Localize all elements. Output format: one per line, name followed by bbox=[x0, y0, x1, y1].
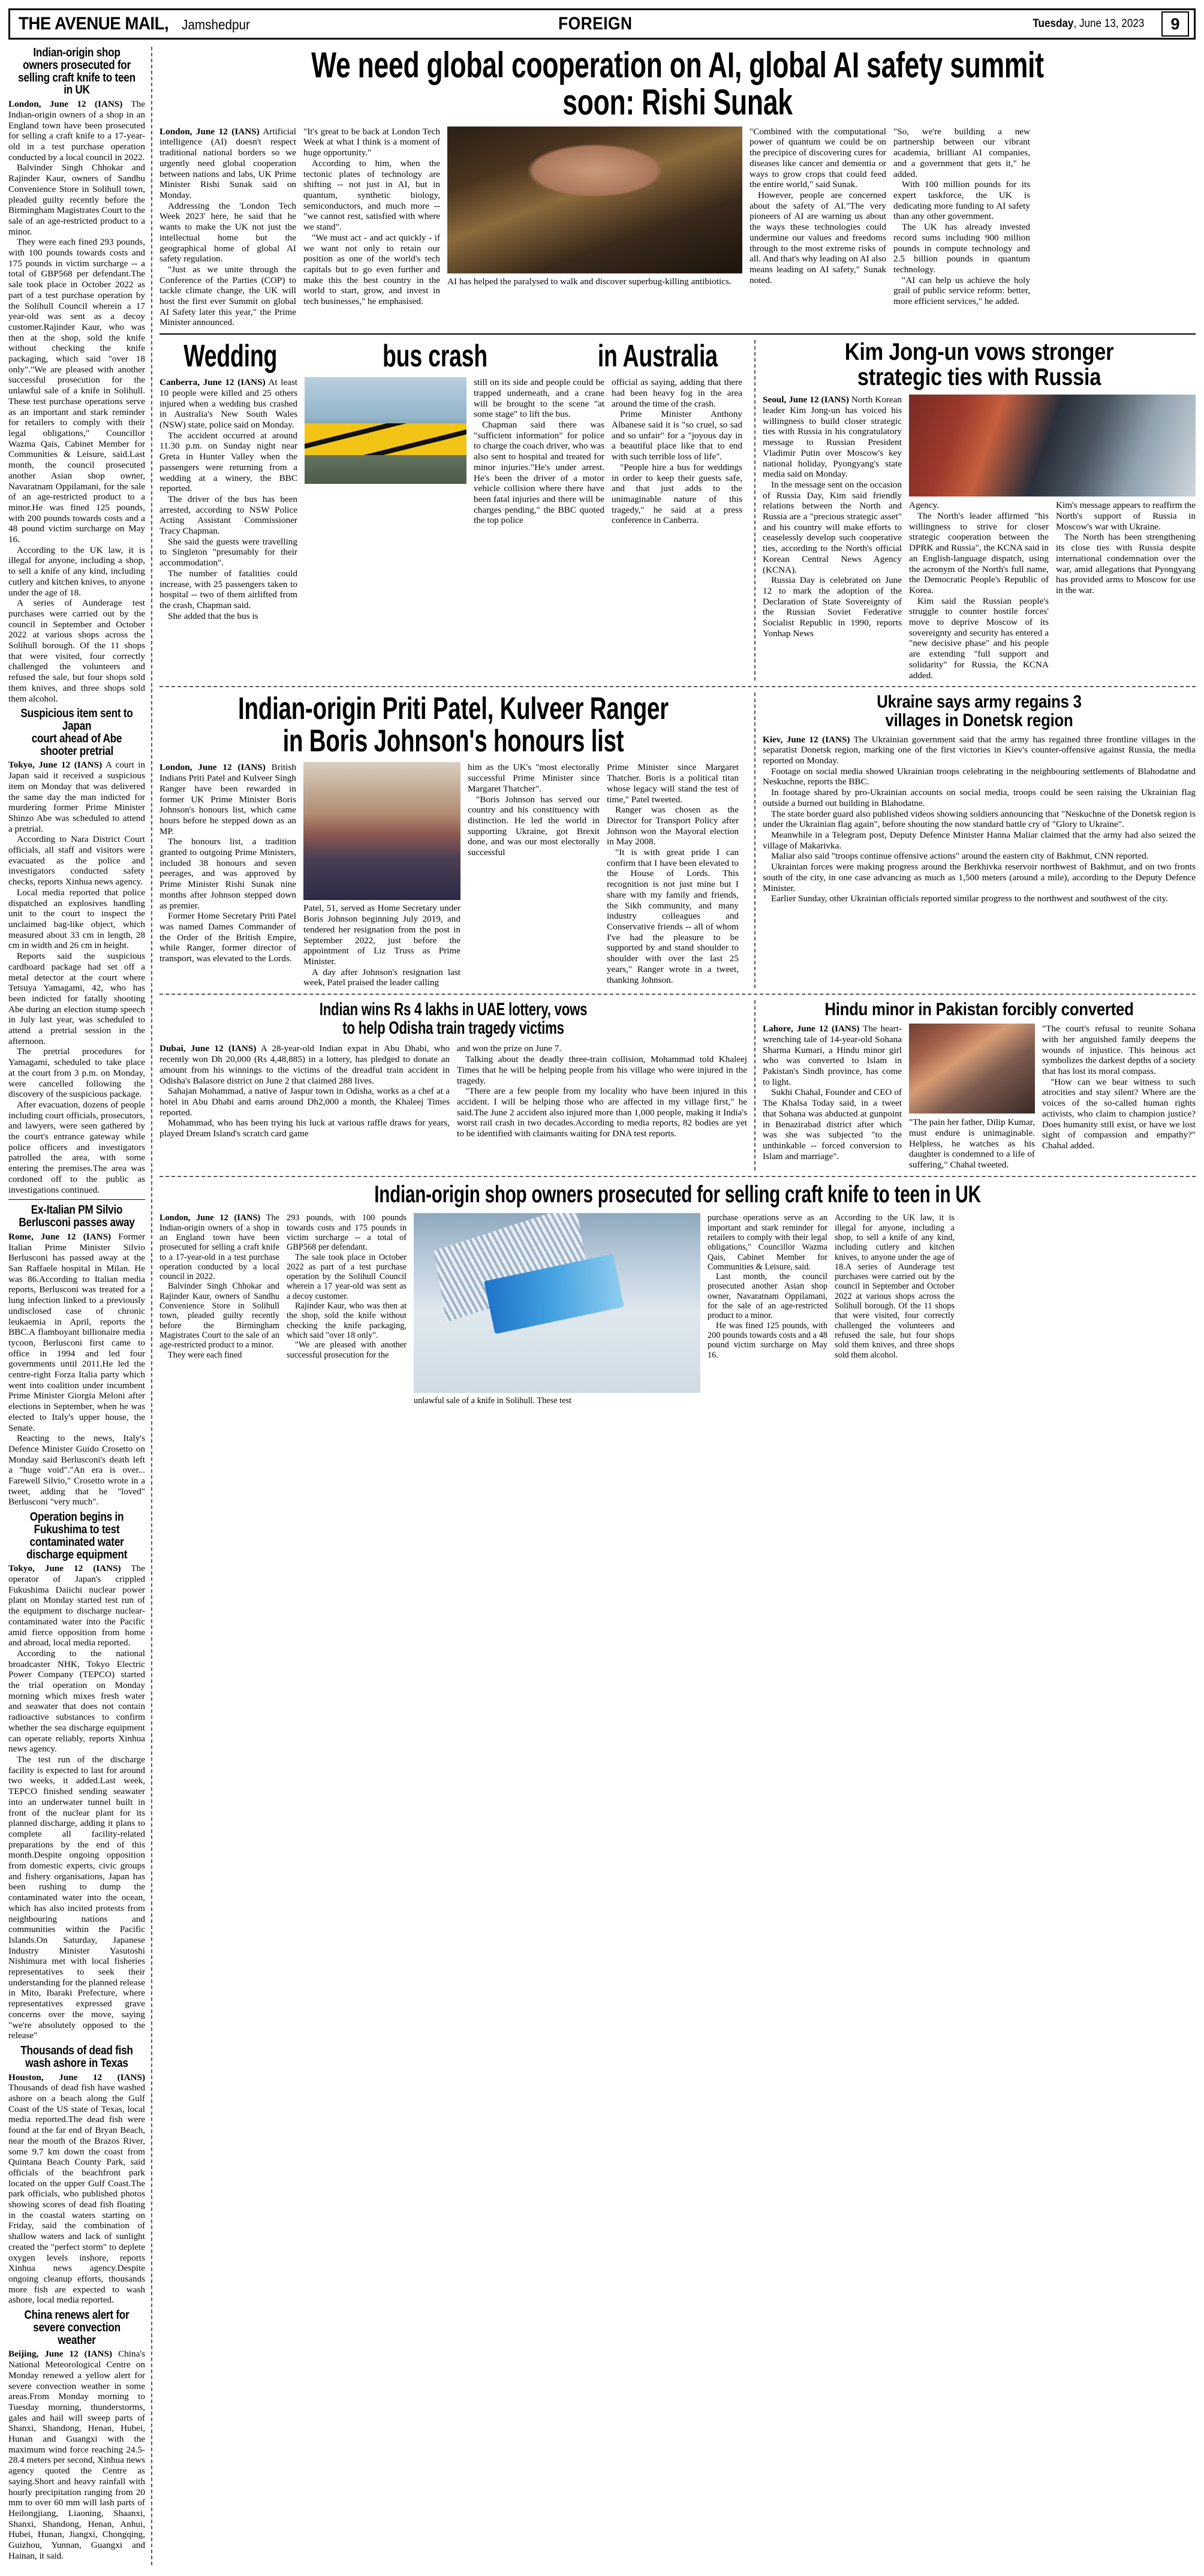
issue-date bbox=[1033, 17, 1145, 31]
masthead-brand bbox=[19, 14, 258, 34]
row-patel-ukraine bbox=[159, 693, 1196, 988]
para: Addressing the 'London Tech Week 2023' here, he said that he wants to make the UK not just the intellectual home but the geographical home of global AI safety regulation. bbox=[159, 200, 296, 264]
article-col-1 bbox=[159, 1043, 450, 1139]
article-col-2 bbox=[909, 1117, 1035, 1170]
para: A court in Japan said it received a suspicious item on Monday that was delivered the same day the man indicted for murdering former Prime Minister Shinzo Abe was scheduled to attend a pretrial. bbox=[8, 760, 145, 834]
para: North Korean leader Kim Jong-un has voiced his willingness to build closer strategic ties with Russia in his congratulatory message to Russian President Vladimir Putin over Moscow's key national holiday, Pyongyang's state media said on Monday. bbox=[763, 395, 902, 480]
para: Thousands of dead fish have washed ashore on a beach along the Gulf Coast of the US state of Texas, local media reported.The dead fish were found at the far end of Bryan Beach, near the mouth of the Brazos River, some 9.7 km down the coast from Quintana Beach County Park, said officials of the beachfront park located on the upper Gulf Coast.The park officials, who published photos showing scores of dead fish floating in the coastal waters starting on Friday, said the combination of shallow waters and lack of sunlight created the "perfect storm" to deplete oxygen levels inshore, reports Xinhua news agency.Despite ongoing cleanup efforts, thousands more fish are expected to wash ashore, local media reported. bbox=[8, 2083, 145, 2306]
headline: Indian wins Rs 4 lakhs in UAE lottery, vows bbox=[319, 1000, 588, 1020]
para: 293 pounds, with 100 pounds towards costs and 175 pounds in victim surcharge -- a total of GBP568 per defendant. bbox=[287, 1213, 407, 1253]
photo-caption bbox=[447, 276, 742, 287]
para: "We are pleased with another successful prosecution for the bbox=[287, 1340, 407, 1360]
para: "We must act - and act quickly - if we want not only to retain our position as one of the world's tech capitals but to go even further and make this the best country in the world to start, grow, and invest in tech businesses," he emphasised. bbox=[303, 232, 440, 307]
article-uae-lottery bbox=[159, 1000, 747, 1170]
para: "AI can help us achieve the holy grail of public service reform: better, more efficient services," he added. bbox=[893, 275, 1030, 307]
para: She said the guests were travelling to Singleton "presumably for their accommodation". bbox=[159, 536, 297, 568]
photo-cell bbox=[414, 1213, 700, 1406]
article-sidebar-fukushima bbox=[8, 1511, 145, 2041]
para: Prime Minister Anthony Albanese said it is "so cruel, so sad and so unfair" for a "joyous day in a beautiful place like that to end with such terrible loss of life". bbox=[612, 409, 742, 462]
photo-craft-knife bbox=[414, 1213, 700, 1393]
divider bbox=[159, 686, 1196, 687]
para: "So, we're building a new partnership between our vibrant academia, brilliant AI companies, and a government that gets it," he added. bbox=[893, 126, 1030, 179]
para: Chapman said there was "sufficient information" for police to charge the coach driver, who was also sent to hospital and treated for minor injuries."He's under arrest. He's been the driver of a motor vehicle collision where there have been fatal injuries and there will be charges pending," the BBC quoted the top police bbox=[474, 420, 604, 526]
para: Footage on social media showed Ukrainian troops celebrating in the neighbouring settlements of Blahodatne and Neskuchne, reports the BBC. bbox=[763, 766, 1196, 787]
para: "There are a few people from my locality who have been injured in this accident. I will be helping those who are affected in my village first," he said.The June 2 accident also injured more than 1,000 people, making it India's worst rail crash in two decades.According to media reports, 82 bodies are yet to be identified with claimants waiting for DNA test reports. bbox=[457, 1086, 747, 1139]
para: Artificial intelligence (AI) doesn't respect traditional national borders so we urgently need global cooperation between nations and labs, UK Prime Minister Rishi Sunak said on Monday. bbox=[159, 126, 296, 200]
dateline: Seoul, June 12 (IANS) bbox=[763, 395, 849, 405]
divider bbox=[8, 1199, 145, 1200]
para: Kim said the Russian people's struggle to counter hostile forces' move to deprive Moscow of its sovereignty and security has entered a "new decisive phase" and his people are extending "full support and solidarity" for Russia, the KCNA added. bbox=[909, 595, 1049, 681]
para: The Ukrainian government said that the army has regained three frontline villages in the separatist Donetsk region, marking one of the first victories in Kiev's counter-offensive against Russia, the media reported on Monday. bbox=[763, 734, 1196, 766]
para: and won the prize on June 7. bbox=[457, 1043, 562, 1054]
para: "Boris Johnson has served our country and his constituency with distinction. He led the world in supporting Ukraine, got Brexit done, and was our most electorally successful bbox=[468, 794, 600, 858]
para: Earlier Sunday, other Ukrainian officials reported similar progress to the northwest and southwest of the city. bbox=[771, 893, 1169, 904]
para: Meanwhile in a Telegram post, Deputy Defence Minister Hanna Maliar claimed that the army had also seized the village of Makarivka. bbox=[763, 829, 1196, 851]
para: "People hire a bus for weddings in order to keep their guests safe, and that just adds to the unimaginable nature of this tragedy," he said at a press conference in Canberra. bbox=[612, 462, 742, 526]
headline: Kim Jong-un vows stronger bbox=[844, 339, 1114, 366]
article-columns bbox=[763, 395, 1196, 681]
para: "It is with great pride I can confirm that I have been elevated to the House of Lords. This recognition is not just mine but I share with my family and friends, the Sikh community, and many industry colleagues and Conservative friends -- all of whom I've had the pleasure to be supported by and stand shoulder to shoulder with over the last 25 years," Ranger wrote in a tweet, thanking Johnson. bbox=[607, 847, 739, 985]
para: The state border guard also published videos showing soldiers announcing that "Neskuchne of the Donetsk region is under the Ukrainian flag again", before shouting the now standard battle cry of "Glory to Ukraine". bbox=[763, 808, 1196, 830]
para: Russia Day is celebrated on June 12 to mark the adoption of the Declaration of State Sovereignty of the Russian Soviet Federative Socialist Republic in 1990, reports Yonhap News bbox=[763, 575, 902, 639]
para: After evacuation, dozens of people including court officials, prosecutors, and lawyers, were seen gathered by the court's entrance gateway while police officers and investigators patrolled the area, with some entering the premises.The area was cordoned off to the public as investigations continued. bbox=[8, 1099, 145, 1195]
article-priti-patel bbox=[159, 693, 747, 988]
para: official as saying, adding that there had been heavy fog in the area around the time of the crash. bbox=[612, 377, 742, 409]
article-col-4 bbox=[835, 1213, 955, 1406]
para: China's National Meteorological Centre on Monday renewed a yellow alert for severe convection weather in some areas.From Monday morning to Tuesday morning, thunderstorms, gales and hail will sweep parts of Shanxi, Shandong, Henan, Hubei, Hunan and Guangxi with the maximum wind force reaching 24.5-28.4 meters per second, Xinhua news agency quoted the Centre as saying.Short and heavy rainfall with hourly precipitation ranging from 20 mm to over 60 mm will lash parts of Heilongjiang, Liaoning, Shaanxi, Shanxi, Shandong, Henan, Anhui, Hubei, Hunan, Jiangxi, Chongqing, Guizhou, Yunnan, Guangxi and Hainan, it said. bbox=[8, 2349, 146, 2561]
para: British Indians Priti Patel and Kulveer Singh Ranger have been rewarded in former UK Prime Minister Boris Johnson's honours list, which came hours before he stepped down as an MP. bbox=[159, 762, 296, 836]
article-body bbox=[8, 1232, 145, 1507]
dateline: London, June 12 (IANS) bbox=[8, 99, 123, 110]
article-col-1 bbox=[763, 395, 902, 681]
divider bbox=[159, 1176, 1196, 1177]
headline: China renews alert for severe convection weather bbox=[24, 2309, 130, 2347]
masthead-right bbox=[1027, 11, 1189, 37]
para: With 100 million pounds for its expert taskforce, the UK is dedicating more funding to AI safety than any other government. bbox=[893, 179, 1030, 222]
headline-line2: strategic ties with Russia bbox=[857, 363, 1101, 390]
para: The driver of the bus has been arrested, according to NSW Police Acting Assistant Commissioner Tracy Chapman. bbox=[159, 493, 297, 537]
article-columns bbox=[159, 127, 1196, 328]
article-col-1 bbox=[159, 377, 297, 621]
article-col-3 bbox=[708, 1213, 827, 1406]
photo-priti-patel bbox=[303, 762, 460, 900]
para: A day after Johnson's resignation last week, Patel praised the leader calling bbox=[303, 967, 460, 988]
photo-hindu-minor bbox=[909, 1024, 1035, 1114]
dateline: London, June 12 (IANS) bbox=[159, 126, 260, 137]
para: Former Home Secretary Priti Patel was named Dames Commander of the Order of the British Empire, while Ranger, former director of transport, was elevated to the Lords. bbox=[159, 911, 296, 964]
photo-bus-crash-scene bbox=[305, 377, 466, 484]
para: Talking about the deadly three-train collision, Mohammad told Khaleej Times that he will be helping people from his village who were injured in the tragedy. bbox=[457, 1054, 747, 1086]
sub-columns bbox=[909, 500, 1196, 681]
row-lottery-hindu bbox=[159, 1000, 1196, 1170]
article-kim-jong-un bbox=[754, 340, 1196, 681]
para: Agency. bbox=[909, 500, 940, 511]
photo-cell bbox=[909, 1024, 1035, 1170]
para: The UK has already invested record sums including 900 million pounds in compute technology and 2.5 billion pounds in quantum technology. bbox=[893, 222, 1030, 275]
para: Local media reported that police dispatched an explosives handling unit to the court to inspect the unclaimed bag-like object, which measured about 33 cm in length, 28 cm in width and 26 cm in height. bbox=[8, 887, 145, 951]
para: Balvinder Singh Chhokar and Rajinder Kaur, owners of Sandhu Convenience Store in Solihull town, pleaded guilty recently before the Birmingham Magistrates Court to the sale of an age-restricted product to a minor. bbox=[8, 162, 145, 237]
para: The pretrial procedures for Yamagami, scheduled to take place at the court from 3 p.m. on Monday, were cancelled following the discovery of the suspicious package. bbox=[8, 1046, 145, 1100]
para: still on its side and people could be trapped underneath, and a crane will be brought to the scene "at some stage" to lift the bus. bbox=[474, 377, 604, 420]
headline: Suspicious item sent to Japan bbox=[20, 707, 133, 733]
para: According to the UK law, it is illegal for anyone, including a shop, to sell a knife of any kind, including cutlery and kitchen knives, to anyone under the age of 18.A series of Aunderage test purchases were carried out by the council in September and October 2022 at various shops across the Solihull borough. Of the 11 shops that were visited, four correctly challenged the volunteers and refused the sale, but four shops sold them knives, and three shops sold them alcohol. bbox=[835, 1213, 955, 1360]
para: The accident occurred at around 11.30 p.m. on Sunday night near Greta in Hunter Valley when the passengers were returning from a wedding at a winery, the BBC reported. bbox=[159, 430, 297, 494]
para: The sale took place in October 2022 as part of a test purchase operation by the Solihull Council wherein a 17 year-old was sent as a decoy customer. bbox=[287, 1252, 407, 1301]
divider bbox=[159, 994, 1196, 995]
section-title: FOREIGN bbox=[558, 14, 633, 34]
para: purchase operations serve as an important and stark reminder for retailers to comply with their legal obligations," Councillor Wazma Qais, Cabinet Member for Communities & Leisure, said. bbox=[708, 1213, 827, 1272]
para: At least 10 people were killed and 25 others injured when a wedding bus crashed in Australia's New South Wales (NSW) state, police said on Monday. bbox=[159, 377, 297, 431]
page-grid bbox=[8, 47, 1196, 2565]
para: Rajinder Kaur, who was then at the shop, sold the knife without checking the knife packaging, which said "over 18 only". bbox=[287, 1301, 407, 1340]
headline: We need global cooperation on AI, global AI safety summit soon: Rishi Sunak bbox=[311, 45, 1044, 123]
para: He was fined 125 pounds, with 200 pounds towards costs and a 48 pound victim surcharge on May 16. bbox=[708, 1320, 827, 1360]
article-ukraine bbox=[754, 693, 1196, 988]
para: In footage shared by pro-Ukrainian accounts on social media, troops could be seen raising the Ukrainian flag outside a burned out building in Blahodatne. bbox=[763, 787, 1196, 808]
article-col-1 bbox=[159, 127, 296, 328]
article-bottom-knife bbox=[159, 1182, 1196, 1406]
article-columns bbox=[159, 1213, 1196, 1406]
article-columns bbox=[159, 377, 747, 621]
para: The number of fatalities could increase, with 25 passengers taken to hospital -- two of them airlifted from the crash, Chapman said. bbox=[159, 568, 297, 610]
para: They were each fined bbox=[168, 1350, 242, 1360]
headline-line2: in Boris Johnson's honours list bbox=[282, 724, 624, 759]
article-columns bbox=[763, 1024, 1196, 1170]
headline: Indian-origin shop owners prosecuted for bbox=[22, 46, 131, 72]
para: They were each fined 293 pounds, with 100 pounds towards costs and 175 pounds in victim surcharge -- a total of GBP568 per defendant.The sale took place in October 2022 as part of a test purchase operation by the Solihull Council wherein a 17 year-old was sent as a decoy customer.Rajinder Kaur, who was then at the shop, sold the knife without checking the knife packaging, which said "over 18 only"."We are pleased with another successful prosecution for the unlawful sale of a knife in Solihull. These test purchase operations serve as an important and stark reminder for retailers to comply with their legal obligations," Councillor Wazma Qais, Cabinet Member for Communities & Leisure, said.Last month, the council prosecuted another Asian shop owner, Navaratnam Oppilamani, for the sale of an age-restricted product to a minor.He was fined 125 pounds, with 200 pounds towards costs and a 48 pound victim surcharge on May 16. bbox=[8, 237, 145, 545]
article-body bbox=[8, 99, 145, 704]
paper-city: Jamshedpur bbox=[182, 17, 250, 32]
article-sidebar-knife bbox=[8, 47, 145, 704]
masthead bbox=[8, 8, 1196, 40]
article-sidebar-japan bbox=[8, 708, 145, 1195]
article-col-2 bbox=[474, 377, 604, 621]
article-body bbox=[8, 2072, 145, 2306]
para: According to him, when the tectonic plates of technology are shifting -- not just in AI, but in quantum, synthetic biology, semiconductors, and much more -- "we cannot rest, satisfied with where we stand". bbox=[303, 158, 440, 233]
row-bus-kim bbox=[159, 340, 1196, 681]
dateline: Canberra, June 12 (IANS) bbox=[159, 377, 266, 388]
page-number: 9 bbox=[1161, 11, 1189, 37]
issue-weekday: Tuesday bbox=[1033, 17, 1074, 30]
photo-cell bbox=[305, 377, 466, 621]
dateline: Houston, June 12 (IANS) bbox=[8, 2072, 145, 2083]
para: "The court's refusal to reunite Sohana with her anguished family deepens the wounds of injustice. This heinous act symbolizes the darkest depths of a society that has lost its moral compass. bbox=[1042, 1024, 1196, 1077]
para: Sahajan Mohammad, a native of Jaspur town in Odisha, works as a chef at a hotel in Abu Dhabi and earns around Dh2,000 a month, the Khaleej Times reported. bbox=[159, 1086, 450, 1118]
photo-caption bbox=[414, 1396, 700, 1406]
article-col-1 bbox=[159, 1213, 279, 1406]
article-body bbox=[8, 1563, 145, 2041]
divider bbox=[159, 333, 1196, 335]
article-col-2 bbox=[287, 1213, 407, 1406]
para: Kim's message appears to reaffirm the North's support of Russia in Moscow's war with Ukraine. bbox=[1056, 500, 1196, 532]
article-body bbox=[763, 735, 1196, 904]
para: According to the national broadcaster NHK, Tokyo Electric Power Company (TEPCO) started the trial operation on Monday morning which mixes fresh water and seawater that does not contain radioactive substances to confirm whether the sea discharge equipment can operate reliably, reports Xinhua news agency. bbox=[8, 1648, 145, 1755]
article-col-3 bbox=[1056, 500, 1196, 681]
photo-cell bbox=[303, 762, 460, 988]
para: However, people are concerned about the safety of AI."The very pioneers of AI are warning us about the ways these technologies could undermine our values and freedoms through to the most extreme risks of all. And that's why leading on AI also means leading on AI safety," Sunak noted. bbox=[750, 190, 886, 285]
para: Maliar also said "troops continue offensive actions" around the eastern city of Bakhmut, CNN reported. bbox=[771, 851, 1149, 862]
headline-word-1: Wedding bbox=[183, 339, 278, 374]
photo-rishi-sunak bbox=[447, 127, 742, 273]
article-columns bbox=[159, 1043, 747, 1139]
headline: Indian-origin shop owners prosecuted for selling craft knife to teen in UK bbox=[374, 1181, 981, 1208]
para: "Combined with the computational power of quantum we could be on the precipice of discovering cures for diseases like cancer and dementia or ways to grow crops that could feed the entire world," said Sunak. bbox=[750, 126, 886, 190]
dateline: Beijing, June 12 (IANS) bbox=[8, 2349, 113, 2360]
para: "The pain her father, Dilip Kumar, must endure is unimaginable. Helpless, he watches as his daughter is condemned to a life of suffering," Chahal tweeted. bbox=[909, 1117, 1035, 1170]
headline: Indian-origin Priti Patel, Kulveer Ranger bbox=[238, 691, 669, 727]
sidebar-column bbox=[8, 47, 152, 2565]
para: In the message sent on the occasion of Russia Day, Kim said friendly relations between the North and Russia are a "precious strategic asset" and his country will make efforts to ceaselessly develop such cooperative ties, according to the North's official Korean Central News Agency (KCNA). bbox=[763, 479, 902, 575]
para: Ukrainian forces were making progress around the Berkhivka reservoir northwest of Bakhmut, and on two fronts south of the city, in one case advancing as much as 1,500 meters (around a mile), according to the Deputy Defence Minister. bbox=[763, 862, 1196, 893]
article-col-1 bbox=[763, 1024, 902, 1170]
dateline: Dubai, June 12 (IANS) bbox=[159, 1043, 257, 1054]
para: The operator of Japan's crippled Fukushima Daiichi nuclear power plant on Monday started test run of the equipment to discharge nuclear-contaminated water into the Pacific amid fierce opposition from home and abroad, local media reported. bbox=[8, 1563, 145, 1648]
para: unlawful sale of a knife in Solihull. These test bbox=[414, 1396, 571, 1406]
paper-title: THE AVENUE MAIL, bbox=[19, 14, 169, 34]
para: Reacting to the news, Italy's Defence Minister Guido Crosetto on Monday said Berlusconi's death left a "huge void"."An era is over... Farewell Silvio," Crosetto wrote in a tweet, adding that he "loved" Berlusconi "very much". bbox=[8, 1433, 145, 1507]
article-hindu-minor bbox=[754, 1000, 1196, 1170]
article-columns bbox=[159, 762, 747, 988]
dateline: Tokyo, June 12 (IANS) bbox=[8, 1563, 121, 1574]
headline-line2: selling craft knife to teen in UK bbox=[18, 71, 136, 97]
headline-word-3: in Australia bbox=[598, 339, 718, 374]
para: She added that the bus is bbox=[168, 610, 258, 621]
headline: Operation begins in Fukushima to test bbox=[29, 1510, 124, 1536]
para: The heart-wrenching tale of 14-year-old Sohana Sharma Kumari, a Hindu minor girl who was converted to Islam in Pakistan's Sindh province, has come to light. bbox=[763, 1024, 902, 1087]
para: The Indian-origin owners of a shop in an England town have been prosecuted for selling a craft knife to a 17-year-old in a test purchase operation conducted by a local council in 2022. bbox=[159, 1213, 279, 1282]
headline-word-2: bus crash bbox=[382, 339, 487, 374]
headline: Hindu minor in Pakistan forcibly converted bbox=[824, 1000, 1134, 1020]
headline-line2: contaminated water discharge equipment bbox=[26, 1535, 128, 1561]
issue-date-rest: , June 13, 2023 bbox=[1073, 17, 1145, 30]
para: The North has been strengthening its close ties with Russia despite international condemnation over the war, amid allegations that Pyongyang has provided arms to Moscow for use in the war. bbox=[1056, 532, 1196, 595]
para: According to Nara District Court officials, all staff and visitors were evacuated as the police and investigators conducted safety checks, reports Xinhua news agency. bbox=[8, 834, 145, 887]
headline-line2: court ahead of Abe shooter pretrial bbox=[31, 732, 122, 758]
article-sidebar-berlusconi bbox=[8, 1204, 145, 1507]
para: The North's leader affirmed "his willingness to strive for closer strategic cooperation between the DPRK and Russia", the KCNA said in an English-language dispatch, using the acronym of the North's full name, the Democratic People's Republic of Korea. bbox=[909, 511, 1049, 595]
para: Balvinder Singh Chhokar and Rajinder Kaur, owners of Sandhu Convenience Store in Solihull town, pleaded guilty recently before the Birmingham Magistrates Court to the sale of an age-restricted product to a minor. bbox=[159, 1281, 279, 1350]
article-col-2 bbox=[457, 1043, 747, 1139]
para: Ranger was chosen as the Director for Transport Policy after Johnson won the Mayoral election in May 2008. bbox=[607, 805, 739, 847]
headline: Ex-Italian PM Silvio Berlusconi passes away bbox=[19, 1203, 135, 1230]
para: "How can we bear witness to such atrocities and stay silent? Where are the voices of the so-called human rights activists, who claim to champion justice? Does humanity still exist, or have we lost sight of compassion and empathy?" Chahal added. bbox=[1042, 1076, 1196, 1151]
para: Mohammad, who has been trying his luck at various raffle draws for years, played Dream Island's scratch card game bbox=[159, 1118, 450, 1139]
para: Last month, the council prosecuted another Asian shop owner, Navaratnam Oppilamani, for the sale of an age-restricted product to a minor. bbox=[708, 1272, 827, 1321]
article-sidebar-texas-fish bbox=[8, 2045, 145, 2306]
photo-kim-putin bbox=[909, 395, 1196, 496]
para: AI has helped the paralysed to walk and discover superbug-killing antibiotics. bbox=[447, 276, 732, 287]
para: Prime Minister since Margaret Thatcher. Boris is a political titan whose legacy will stand the test of time," Patel tweeted. bbox=[607, 762, 739, 805]
article-col-4 bbox=[893, 127, 1030, 328]
main-column bbox=[152, 47, 1196, 2565]
para: him as the UK's "most electorally successful Prime Minister since Margaret Thatcher". bbox=[468, 762, 600, 794]
article-body bbox=[8, 760, 145, 1195]
dateline: Lahore, June 12 (IANS) bbox=[763, 1024, 860, 1034]
article-col-2 bbox=[468, 762, 600, 988]
headline: Ukraine says army regains 3 bbox=[877, 692, 1082, 712]
headline: Thousands of dead fish wash ashore in Texas bbox=[20, 2044, 133, 2070]
para: A series of Aunderage test purchases were carried out by the council in September and October 2022 at various shops across the Solihull borough. Of the 11 shops that were visited, four correctly challenged the volunteers and refused the sale, but four shops sold them knives, and three shops sold them alcohol. bbox=[8, 598, 145, 704]
dateline: Tokyo, June 12 (IANS) bbox=[8, 760, 103, 771]
article-col-3 bbox=[607, 762, 739, 988]
dateline: Kiev, June 12 (IANS) bbox=[763, 734, 850, 745]
dateline: London, June 12 (IANS) bbox=[159, 762, 266, 773]
para: Reports said the suspicious cardboard package had set off a metal detector at the court where Tetsuya Yamagami, 42, who has been indicted for fatally shooting Abe during an election stump speech in July last year, was scheduled to attend a pretrial session in the afternoon. bbox=[8, 951, 145, 1046]
para: According to the UK law, it is illegal for anyone, including a shop, to sell a knife of any kind, including cutlery and kitchen knives, to anyone under the age of 18. bbox=[8, 544, 145, 598]
headline bbox=[159, 340, 747, 372]
article-col-3 bbox=[750, 127, 886, 328]
article-col-2 bbox=[303, 127, 440, 328]
para: "Just as we unite through the Conference of the Parties (COP) to tackle climate change, the UK will host the first ever Summit on global AI Safety later this year," the Prime Minister announced. bbox=[159, 264, 296, 328]
para: The Indian-origin owners of a shop in an England town have been prosecuted for selling a craft knife to a 17-year-old in a test purchase operation conducted by a local council in 2022. bbox=[8, 99, 145, 162]
photo-caption bbox=[303, 903, 460, 988]
para: "It's great to be back at London Tech Week at what I think is a moment of huge opportunity." bbox=[303, 126, 440, 158]
dateline: Rome, June 12 (IANS) bbox=[8, 1231, 112, 1242]
article-bus-crash bbox=[159, 340, 747, 681]
para: Former Italian Prime Minister Silvio Berlusconi has passed away at the San Raffaele hospital in Milan. He was 86.According to Italian media reports, Berlusconi was treated for a lung infection linked to a previously undisclosed case of chronic leukaemia in April, reports the BBC.A flamboyant billionaire media tycoon, Berlusconi first came to office in 1994 and led four governments until 2011.He led the centre-right Forza Italia party which went into coalition under incumbent Prime Minister Giorgia Meloni after elections in September, when he was elected to Italy's upper house, the Senate. bbox=[8, 1231, 146, 1433]
article-col-1 bbox=[159, 762, 296, 988]
article-col-3 bbox=[612, 377, 742, 621]
dateline: London, June 12 (IANS) bbox=[159, 1213, 261, 1223]
para: A 28-year-old Indian expat in Abu Dhabi, who recently won Dh 20,000 (Rs 4,48,885) in a lottery, has pledged to donate an amount from his winnings to the victims of the dreadful train accident in Odisha's Balasore district on June 2 that claimed 288 lives. bbox=[159, 1043, 450, 1086]
article-col-3 bbox=[1042, 1024, 1196, 1170]
article-col-2 bbox=[909, 500, 1049, 681]
headline-line2: villages in Donetsk region bbox=[885, 711, 1073, 731]
para: Patel, 51, served as Home Secretary under Boris Johnson beginning July 2019, and tendered her resignation from the post in September 2022, just before the appointment of Liz Truss as Prime Minister. bbox=[303, 903, 460, 967]
headline-line2: to help Odisha train tragedy victims bbox=[342, 1018, 564, 1039]
para: The honours list, a tradition granted to outgoing Prime Ministers, included 38 honours and seven peerages, and was approved by Prime Minister Rishi Sunak nine months after Johnson stepped down as premier. bbox=[159, 836, 296, 911]
article-ai-sunak bbox=[159, 47, 1196, 328]
col-with-photo bbox=[909, 395, 1196, 681]
article-sidebar-china-weather bbox=[8, 2309, 145, 2561]
photo-cell bbox=[447, 127, 742, 328]
article-body bbox=[8, 2349, 145, 2561]
para: The test run of the discharge facility is expected to last for around two weeks, it added.Last week, TEPCO finished sending seawater into an underwater tunnel built in front of the nuclear plant for its planned discharge, adding it plans to complete all facility-related preparations by the end of this month.Despite ongoing opposition from domestic experts, civic groups and fishery organisations, Japan has been rushing to dump the contaminated water into the ocean, which has also incited protests from neighbouring nations and communities within the Pacific Islands.On Saturday, Japanese Industry Minister Yasutoshi Nishimura met with local fisheries representatives to seek their understanding for the planned release in Mito, Ibaraki Prefecture, where representatives expressed grave concerns over the move, saying "we're absolutely opposed to the release" bbox=[8, 1755, 145, 2041]
para: Sukhi Chahal, Founder and CEO of The Khalsa Today said, in a tweet that Sohana was abducted at gunpoint in Benazirabad district after which was she was subjected "to the unthinkable -- forced conversion to Islam and marriage". bbox=[763, 1087, 902, 1161]
